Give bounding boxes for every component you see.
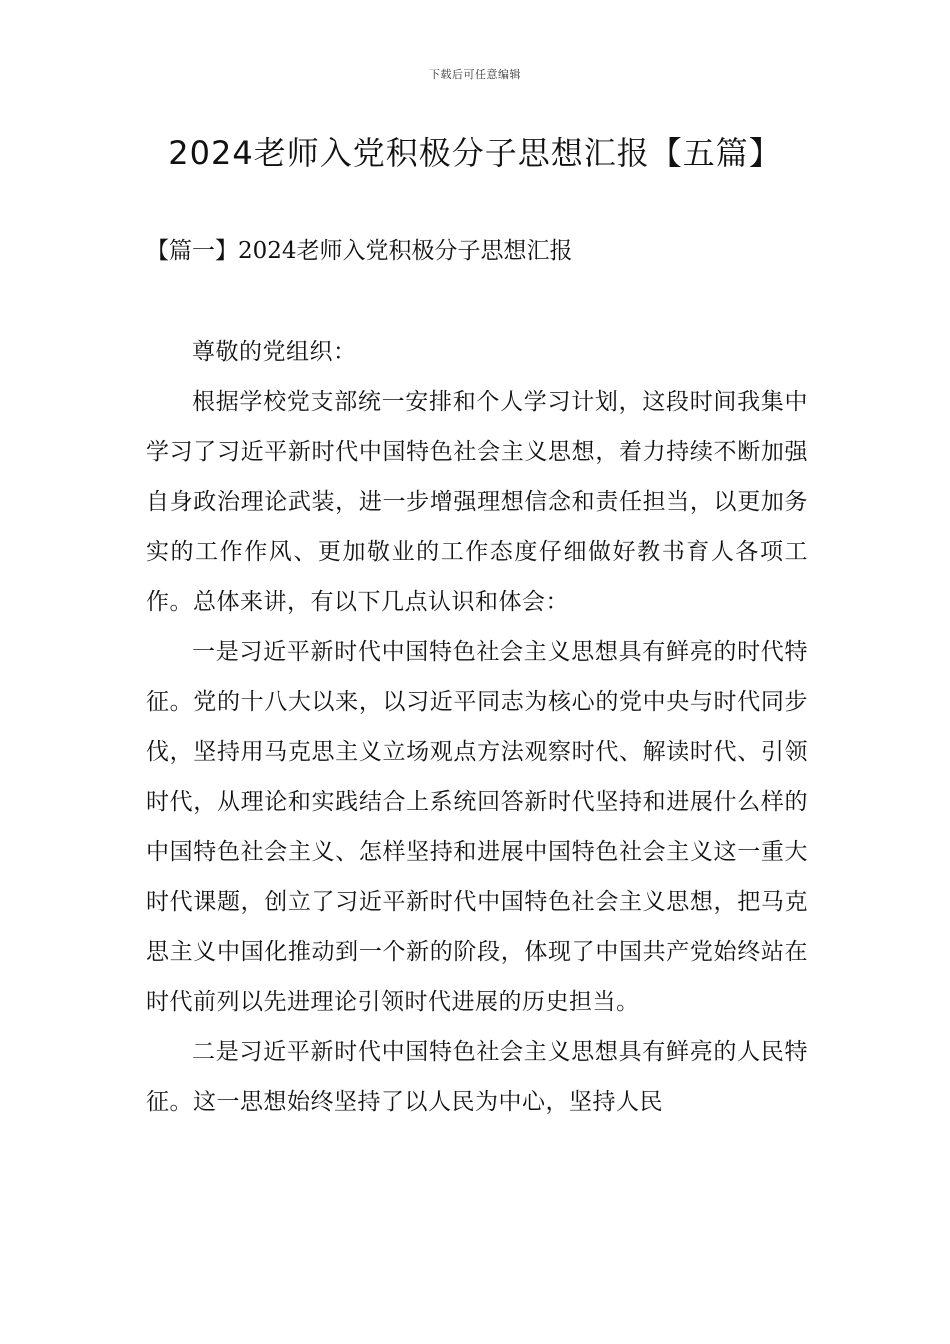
document-title: 2024老师入党积极分子思想汇报【五篇】 [168, 134, 782, 172]
paragraph: 根据学校党支部统一安排和个人学习计划，这段时间我集中学习了习近平新时代中国特色社会主义思想，着力持续不断加强自身政治理论武装，进一步增强理想信念和责任担当，以更加务实的工作作风、更加敬业的工作态度仔细做好教书育人各项工作。总体来讲，有以下几点认识和体会： [146, 389, 808, 615]
salutation: 尊敬的党组织： [192, 339, 357, 365]
body-text [146, 327, 808, 1127]
header-note: 下载后可任意编辑 [429, 68, 521, 81]
paragraph: 二是习近平新时代中国特色社会主义思想具有鲜亮的人民特征。这一思想始终坚持了以人民为中心，坚持人民 [146, 1039, 808, 1115]
paragraph: 一是习近平新时代中国特色社会主义思想具有鲜亮的时代特征。党的十八大以来，以习近平同志为核心的党中央与时代同步伐，坚持用马克思主义立场观点方法观察时代、解读时代、引领时代，从理论和实践结合上系统回答新时代坚持和进展什么样的中国特色社会主义、怎样坚持和进展中国特色社会主义这一重大时代课题，创立了习近平新时代中国特色社会主义思想，把马克思主义中国化推动到一个新的阶段，体现了中国共产党始终站在时代前列以先进理论引领时代进展的历史担当。 [146, 639, 808, 1015]
section-heading: 【篇一】2024老师入党积极分子思想汇报 [146, 238, 573, 264]
